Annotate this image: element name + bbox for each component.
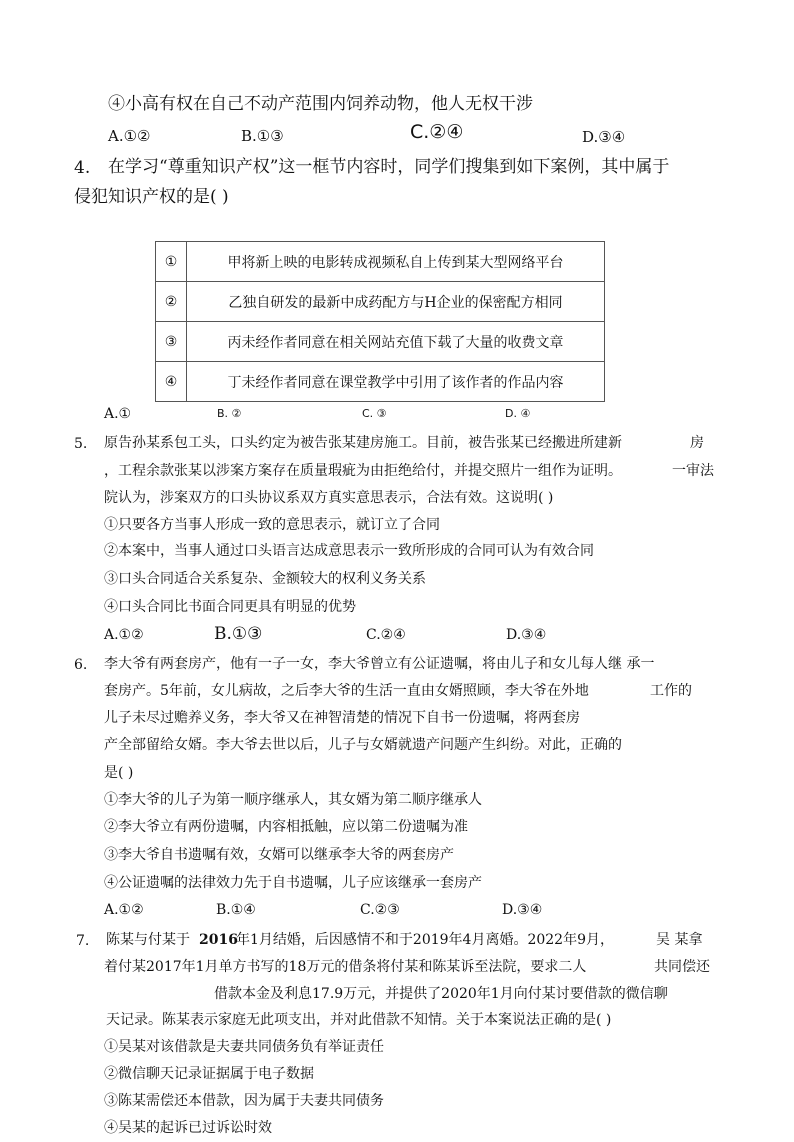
q4-case-row (156, 282, 605, 322)
q4-option-a: A.① (104, 406, 132, 422)
q6-statement: ③李大爷自书遗嘱有效，女婿可以继承李大爷的两套房产 (104, 847, 454, 863)
q6-option-c: C.②③ (360, 902, 400, 918)
q6-statement: ①李大爷的儿子为第一顺序继承人，其女婿为第二顺序继承人 (104, 792, 482, 808)
q5-option-d: D.③④ (506, 627, 547, 643)
q7-stem-line2: 着付某2017年1月单方书写的18万元的借条将付某和陈某诉至法院，要求二人 (104, 959, 587, 975)
q7-statement: ④吴某的起诉已过诉讼时效 (104, 1120, 272, 1136)
q7-statement: ①吴某对该借款是夫妻共同债务负有举证责任 (104, 1039, 384, 1055)
q3-statement-4: ④小高有权在自己不动产范围内饲养动物，他人无权干涉 (108, 94, 533, 114)
q7-statement: ②微信聊天记录证据属于电子数据 (104, 1066, 314, 1082)
q6-stem-line5: 是( ) (104, 765, 134, 781)
q3-option-d: D.③④ (582, 128, 626, 146)
q6-option-b: B.①④ (216, 902, 256, 918)
q4-case-row (156, 362, 605, 402)
q4-stem-line2: 侵犯知识产权的是( ) (74, 187, 229, 207)
q6-stem-line2: 套房产。5年前，女儿病故，之后李大爷的生活一直由女婿照顾，李大爷在外地 (104, 683, 589, 699)
q4-stem-line1: 在学习“尊重知识产权”这一框节内容时，同学们搜集到如下案例，其中属于 (108, 157, 670, 177)
q4-case-number: ② (156, 282, 187, 322)
q6-stem-line2-end: 工作的 (650, 683, 692, 699)
q4-number: 4. (74, 158, 91, 178)
q6-stem-line3: 儿子未尽过赡养义务，李大爷又在神智清楚的情况下自书一份遗嘱，将两套房 (104, 710, 580, 726)
q4-case-row (156, 322, 605, 362)
q7-stem-line1-a: 陈某与付某于 (106, 932, 190, 948)
q4-case-text: 甲将新上映的电影转成视频私自上传到某大型网络平台 (187, 242, 605, 282)
q5-statement: ④口头合同比书面合同更具有明显的优势 (104, 599, 356, 615)
q5-stem-line1-end: 房 (690, 435, 704, 451)
q7-stem-line2-end: 共同偿还 (654, 959, 710, 975)
q6-number: 6. (74, 657, 88, 673)
q6-statement: ②李大爷立有两份遗嘱，内容相抵触，应以第二份遗嘱为准 (104, 819, 468, 835)
q7-stem-line1-b: 年1月结婚，后因感情不和于2019年4月离婚。2022年9月， (236, 932, 614, 948)
q3-option-b: B.①③ (241, 127, 284, 145)
q4-case-row (156, 242, 605, 282)
q3-option-c: C.②④ (410, 121, 464, 143)
q5-stem-line1: 原告孙某系包工头，口头约定为被告张某建房施工。目前，被告张某已经搬进所建新 (104, 435, 622, 451)
q5-stem-line2: ，工程余款张某以涉案方案存在质量瑕疵为由拒绝给付，并提交照片一组作为证明。 (104, 463, 622, 479)
q4-case-number: ① (156, 242, 187, 282)
q7-statement: ③陈某需偿还本借款，因为属于夫妻共同债务 (104, 1093, 384, 1109)
q5-statement: ②本案中，当事人通过口头语言达成意思表示一致所形成的合同可认为有效合同 (104, 543, 594, 559)
q6-option-d: D.③④ (502, 902, 543, 918)
q4-case-number: ④ (156, 362, 187, 402)
q4-option-c: C. ③ (362, 407, 387, 420)
q4-option-d: D. ④ (505, 407, 531, 420)
q4-case-text: 乙独自研发的最新中成药配方与H企业的保密配方相同 (187, 282, 605, 322)
q4-case-number: ③ (156, 322, 187, 362)
q7-number: 7. (76, 933, 90, 949)
q6-stem-line1: 李大爷有两套房产，他有一子一女，李大爷曾立有公证遗嘱，将由儿子和女儿每人继 承一 (104, 656, 655, 672)
q7-stem-line4: 天记录。陈某表示家庭无此项支出，并对此借款不知情。关于本案说法正确的是( ) (106, 1012, 612, 1028)
q6-option-a: A.①② (104, 902, 144, 918)
q7-stem-line3: 借款本金及利息17.9万元，并提供了2020年1月向付某讨要借款的微信聊 (214, 986, 668, 1002)
q5-stem-line2-end: 一审法 (672, 463, 714, 479)
q5-option-c: C.②④ (366, 627, 406, 643)
q6-statement: ④公证遗嘱的法律效力先于自书遗嘱，儿子应该继承一套房产 (104, 875, 482, 891)
q5-number: 5. (74, 436, 88, 452)
q7-stem-line1-year: 2016 (199, 932, 238, 948)
q7-stem-line1-end: 吴 某拿 (656, 932, 703, 948)
q5-stem-line3: 院认为，涉案双方的口头协议系双方真实意思表示，合法有效。这说明( ) (104, 490, 554, 506)
q4-option-b: B. ② (217, 407, 242, 420)
q5-option-b: B.①③ (214, 624, 263, 644)
q4-case-text: 丙未经作者同意在相关网站充值下载了大量的收费文章 (187, 322, 605, 362)
q5-statement: ③口头合同适合关系复杂、金额较大的权利义务关系 (104, 571, 426, 587)
q3-option-a: A.①② (108, 127, 151, 145)
q5-statement: ①只要各方当事人形成一致的意思表示，就订立了合同 (104, 517, 440, 533)
q5-option-a: A.①② (104, 627, 144, 643)
q4-case-table (155, 241, 605, 402)
q4-case-text: 丁未经作者同意在课堂教学中引用了该作者的作品内容 (187, 362, 605, 402)
q6-stem-line4: 产全部留给女婿。李大爷去世以后，儿子与女婿就遗产问题产生纠纷。对此，正确的 (104, 737, 622, 753)
